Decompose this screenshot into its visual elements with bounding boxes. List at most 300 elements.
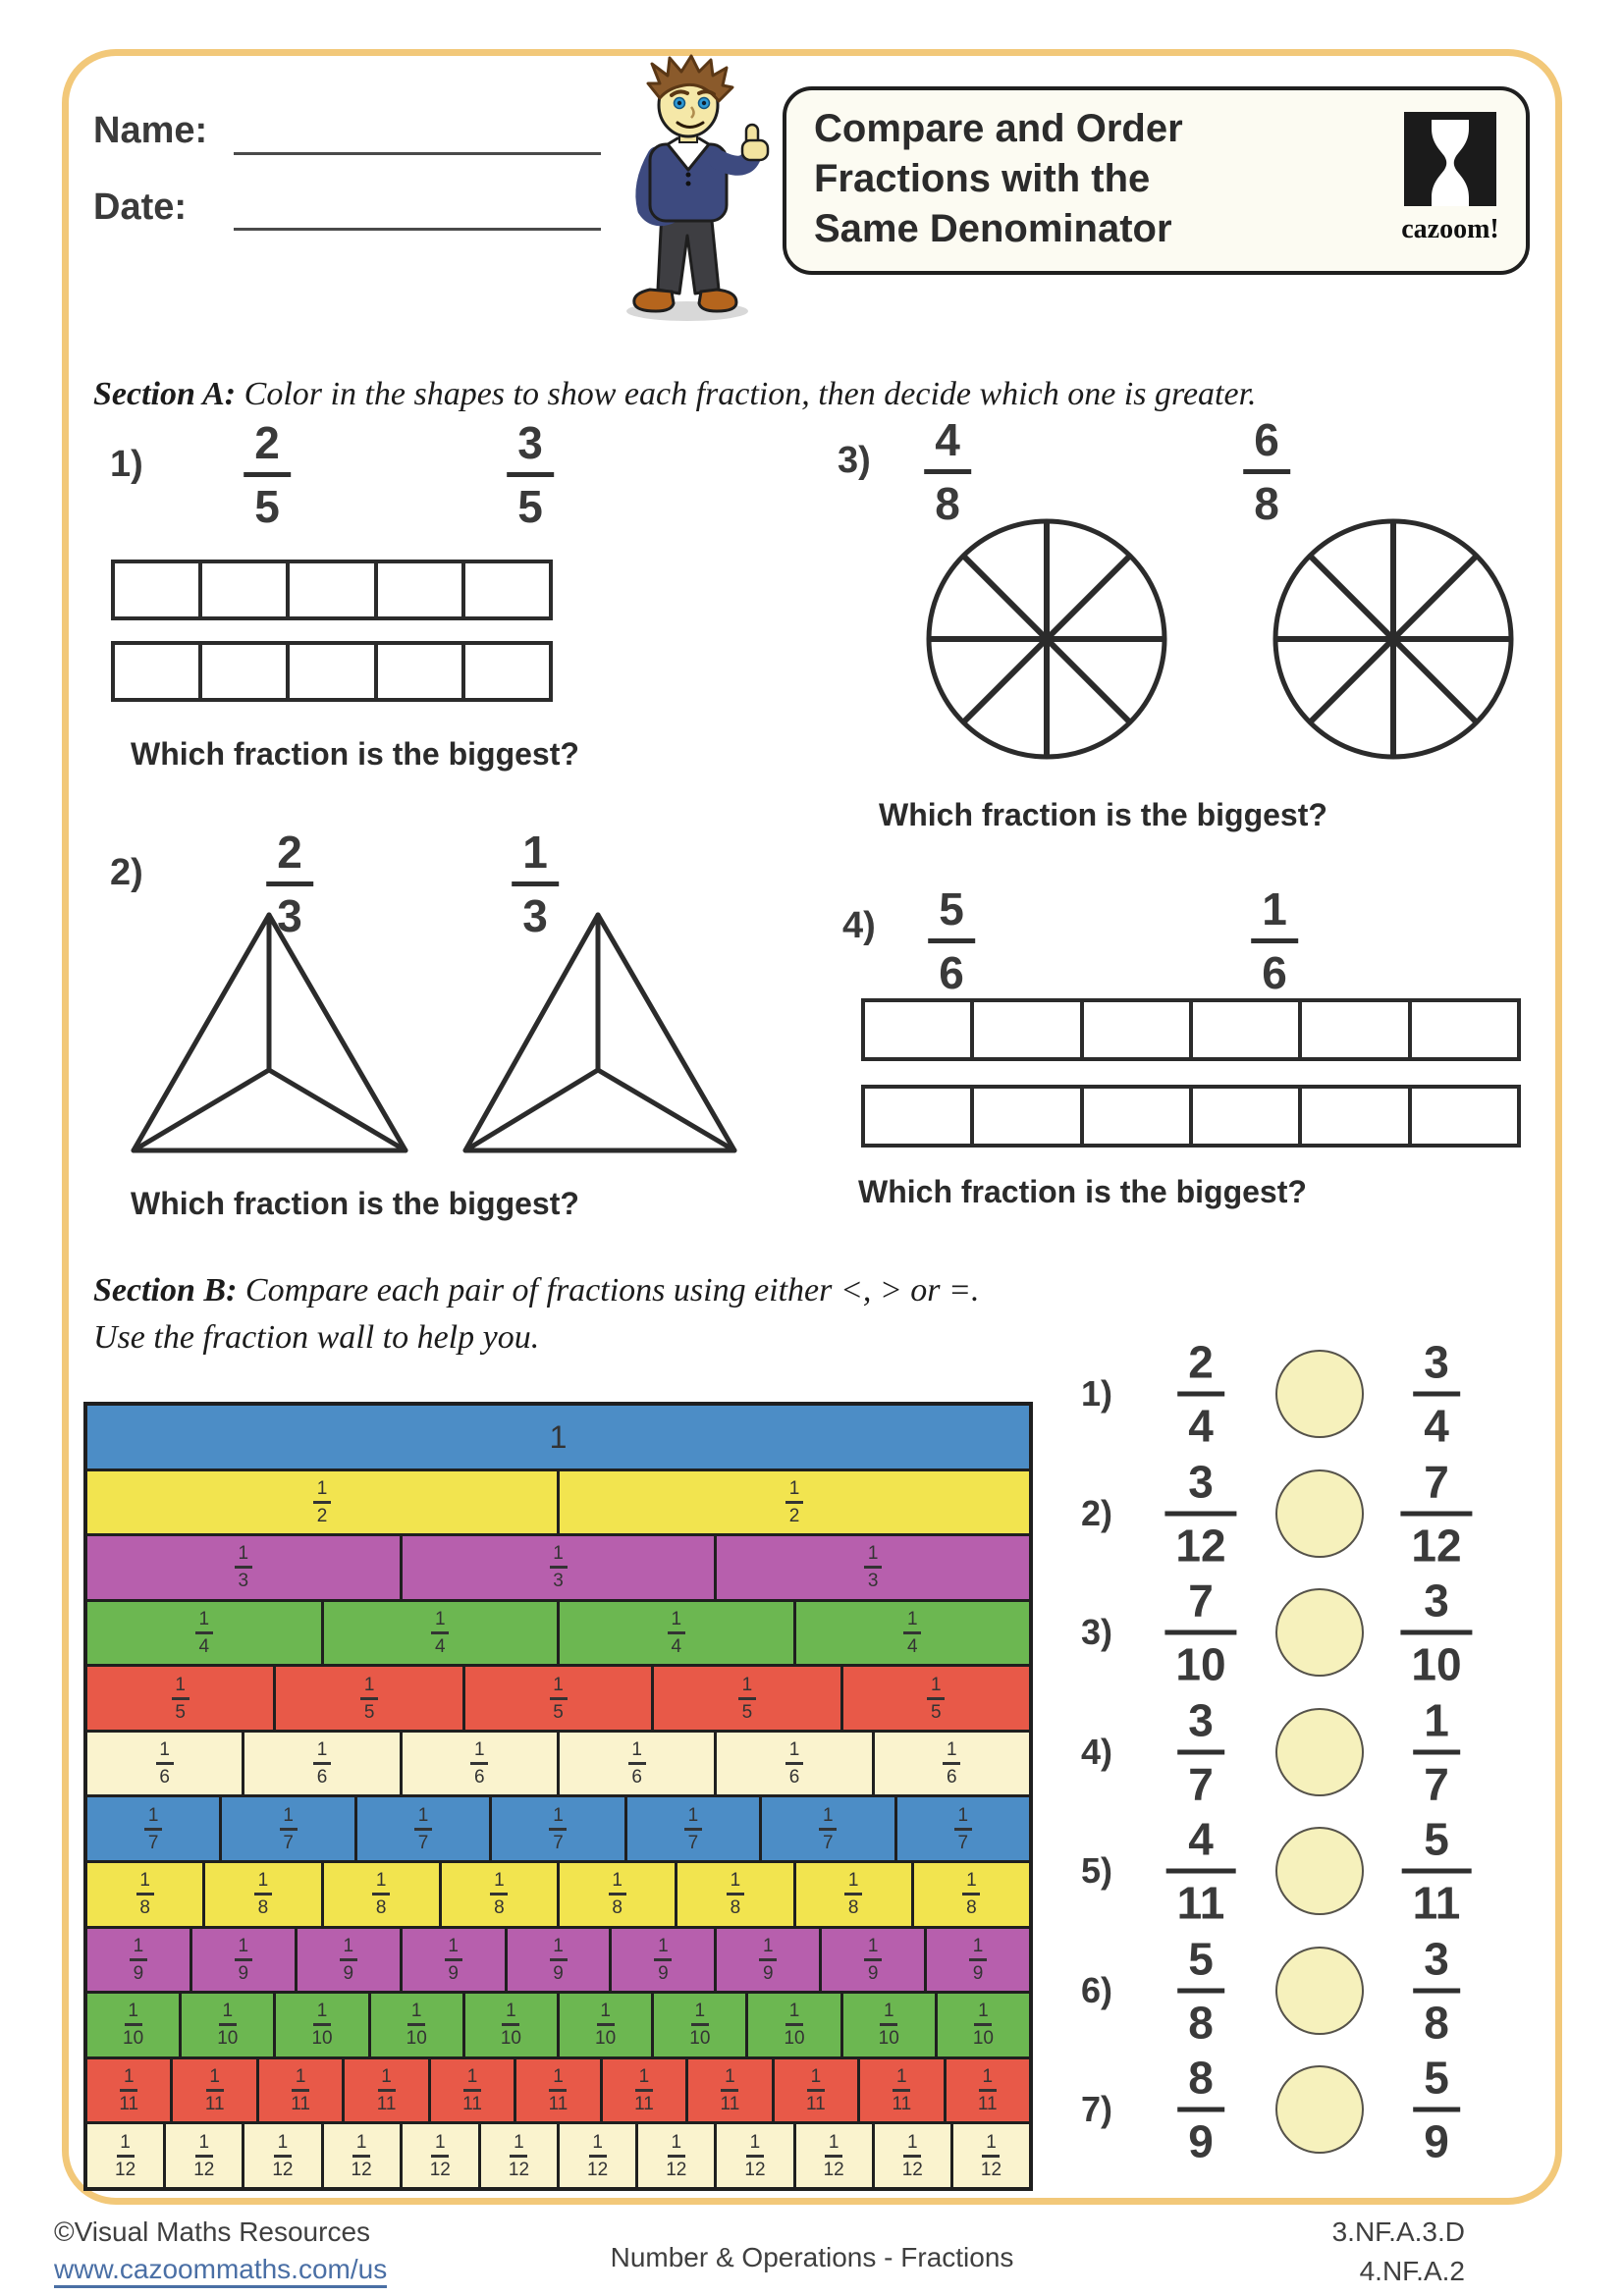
- wall-fraction-numerator: 1: [592, 2131, 603, 2153]
- wall-fraction-bar: [206, 2089, 224, 2092]
- wall-fraction-denominator: 12: [429, 2159, 451, 2180]
- wall-fraction-bar: [313, 1501, 331, 1504]
- wall-fraction-denominator: 8: [257, 1897, 269, 1919]
- wall-fraction-bar: [445, 1958, 462, 1961]
- bar-cell[interactable]: [115, 563, 198, 616]
- wall-fraction-bar: [864, 1958, 882, 1961]
- wall-fraction-bar: [313, 1762, 331, 1765]
- wall-cell-1-11: [857, 2059, 943, 2122]
- wall-fraction-numerator: 1: [238, 1543, 249, 1565]
- wall-fraction-bar: [954, 1828, 972, 1831]
- wall-cell-1-8: [321, 1863, 439, 1926]
- wall-fraction-numerator: 1: [978, 2001, 989, 2022]
- wall-fraction-numerator: 1: [658, 1935, 669, 1956]
- wall-fraction-bar: [195, 1631, 213, 1634]
- wall-cell-1-12: [321, 2124, 400, 2187]
- wall-row-1-7: [87, 1794, 1029, 1860]
- problem-a1-number: 1): [110, 444, 143, 485]
- wall-cell-1-9: [87, 1929, 189, 1992]
- section-a-instructions: Color in the shapes to show each fraction, then decide which one is greater.: [236, 376, 1257, 412]
- wall-fraction-denominator: 12: [823, 2159, 844, 2180]
- problem-a1-question: Which fraction is the biggest?: [131, 736, 579, 772]
- wall-fraction-denominator: 6: [788, 1767, 800, 1789]
- wall-fraction-bar: [490, 1893, 508, 1896]
- bar-cell[interactable]: [198, 645, 286, 698]
- wall-cell-1-7: [219, 1797, 353, 1860]
- wall-fraction-bar: [903, 2155, 921, 2158]
- wall-fraction-denominator: 9: [238, 1962, 249, 1984]
- wall-cell-1-3: [714, 1536, 1029, 1599]
- fraction: [1177, 1933, 1224, 2048]
- wall-cell-1-1: [87, 1406, 1029, 1468]
- wall-row-1-6: [87, 1730, 1029, 1795]
- wall-cell-1-12: [950, 2124, 1029, 2187]
- fraction: $\frac{1}{6}$: [1251, 886, 1298, 995]
- name-input-line[interactable]: [234, 152, 601, 155]
- wall-fraction-numerator: 1: [612, 1870, 623, 1892]
- wall-fraction-bar: [372, 1893, 390, 1896]
- footer-url-link[interactable]: www.cazoommaths.com/us: [54, 2254, 387, 2288]
- wall-fraction-numerator: 1: [957, 1804, 969, 1826]
- wall-fraction-numerator: 1: [671, 1609, 682, 1630]
- bar-cell[interactable]: [970, 1002, 1079, 1057]
- bar-cell[interactable]: [374, 645, 461, 698]
- answer-circle[interactable]: [1275, 1947, 1364, 2035]
- wall-fraction-denominator: 10: [784, 2028, 805, 2050]
- bar-cell[interactable]: [1298, 1089, 1407, 1144]
- wall-cell-1-6: [400, 1733, 557, 1795]
- fraction: [1413, 2052, 1460, 2167]
- wall-fraction-numerator: 1: [788, 2001, 800, 2022]
- wall-fraction-denominator: 10: [217, 2028, 239, 2050]
- wall-fraction-denominator: 11: [376, 2094, 397, 2115]
- wall-cell-1-11: [600, 2059, 685, 2122]
- bar-cell[interactable]: [115, 645, 198, 698]
- fraction-numerator: 1: [1424, 1694, 1449, 1745]
- wall-cell-1-8: [911, 1863, 1029, 1926]
- wall-fraction-bar: [903, 1631, 921, 1634]
- wall-fraction-bar: [550, 1697, 568, 1700]
- wall-fraction-denominator: 9: [448, 1962, 459, 1984]
- wall-fraction-denominator: 5: [175, 1701, 186, 1723]
- wall-fraction-denominator: 8: [847, 1897, 859, 1919]
- wall-fraction-denominator: 7: [957, 1832, 969, 1853]
- wall-cell-1-11: [428, 2059, 514, 2122]
- fraction-bar-a1-bottom[interactable]: [111, 641, 553, 702]
- wall-fraction-numerator: 1: [410, 2001, 422, 2022]
- wall-cell-1-9: [714, 1929, 819, 1992]
- problem-a4-question: Which fraction is the biggest?: [858, 1174, 1307, 1209]
- bar-cell[interactable]: [1408, 1002, 1517, 1057]
- wall-fraction-denominator: 3: [867, 1571, 879, 1592]
- wall-fraction-denominator: 12: [980, 2159, 1002, 2180]
- wall-fraction-bar: [589, 2155, 607, 2158]
- answer-circle[interactable]: [1275, 2065, 1364, 2154]
- wall-fraction-numerator: 1: [434, 1609, 446, 1630]
- wall-cell-1-9: [295, 1929, 400, 1992]
- wall-fraction-denominator: 9: [658, 1962, 669, 1984]
- wall-fraction-numerator: 1: [982, 2066, 994, 2088]
- problem-a2-triangles[interactable]: [113, 903, 761, 1168]
- wall-cell-1-7: [894, 1797, 1029, 1860]
- circle-8-slices-right[interactable]: [1275, 521, 1511, 757]
- wall-cell-1-3: [400, 1536, 715, 1599]
- wall-cell-1-12: [478, 2124, 557, 2187]
- wall-fraction-denominator: 11: [119, 2094, 139, 2115]
- wall-fraction-bar: [120, 2089, 137, 2092]
- wall-fraction-denominator: 9: [553, 1962, 564, 1984]
- wall-fraction-denominator: 10: [972, 2028, 994, 2050]
- fraction: [1164, 1456, 1236, 1571]
- wall-fraction-numerator: 1: [867, 1543, 879, 1565]
- mascot-illustration: [601, 54, 783, 324]
- fraction: [1177, 2052, 1224, 2167]
- wall-fraction-bar: [691, 2023, 709, 2026]
- wall-cell-1-5: [462, 1667, 651, 1730]
- section-a-heading: [93, 376, 1257, 413]
- wall-cell-1-10: [179, 1994, 273, 2056]
- fraction: [1402, 1813, 1472, 1929]
- wall-fraction-numerator: 1: [553, 2066, 564, 2088]
- wall-fraction-bar: [292, 2089, 309, 2092]
- wall-cell-1-5: [87, 1667, 273, 1730]
- wall-fraction-numerator: 1: [506, 2001, 516, 2022]
- wall-fraction-denominator: 4: [671, 1636, 682, 1658]
- wall-fraction-numerator: 1: [907, 2131, 918, 2153]
- wall-fraction-numerator: 1: [147, 1804, 159, 1826]
- fraction-numerator: 3: [1188, 1456, 1214, 1507]
- problem-number: 7): [1081, 2089, 1113, 2129]
- wall-fraction-denominator: 7: [147, 1832, 159, 1853]
- wall-cell-1-8: [439, 1863, 557, 1926]
- wall-fraction-denominator: 9: [972, 1962, 984, 1984]
- wall-cell-1-7: [354, 1797, 489, 1860]
- wall-row-1-2: [87, 1468, 1029, 1534]
- wall-fraction-denominator: 6: [316, 1767, 328, 1789]
- wall-cell-1-8: [557, 1863, 675, 1926]
- wall-fraction-bar: [684, 1828, 702, 1831]
- wall-fraction-numerator: 1: [466, 2066, 478, 2088]
- wall-cell-1-9: [924, 1929, 1029, 1992]
- title-line-3: Same Denominator: [814, 207, 1172, 250]
- wall-cell-1-8: [675, 1863, 792, 1926]
- wall-label: 1: [549, 1418, 568, 1455]
- wall-fraction-bar: [969, 1958, 987, 1961]
- wall-fraction-bar: [313, 2023, 331, 2026]
- wall-row-1-3: [87, 1533, 1029, 1599]
- footer-standard-1: 3.NF.A.3.D: [1331, 2216, 1465, 2247]
- wall-row-1-10: [87, 1991, 1029, 2056]
- fraction-bar-a4-bottom[interactable]: [861, 1085, 1521, 1148]
- wall-fraction-denominator: 11: [805, 2094, 826, 2115]
- fraction: $\frac{2}{5}$: [244, 420, 291, 529]
- wall-fraction-bar: [844, 1893, 862, 1896]
- wall-fraction-numerator: 1: [638, 2066, 650, 2088]
- compare-problem-1: [1075, 1337, 1537, 1451]
- wall-fraction-denominator: 6: [631, 1767, 642, 1789]
- wall-fraction-bar: [654, 1958, 672, 1961]
- fraction-denominator: 4: [1177, 1392, 1224, 1449]
- wall-cell-1-12: [635, 2124, 714, 2187]
- wall-fraction-bar: [463, 2089, 481, 2092]
- wall-fraction-bar: [550, 1958, 568, 1961]
- wall-cell-1-9: [819, 1929, 924, 1992]
- wall-fraction-denominator: 5: [553, 1701, 564, 1723]
- problem-a2-number: 2): [110, 852, 143, 893]
- wall-fraction-denominator: 2: [316, 1505, 328, 1526]
- fraction-denominator: 9: [1177, 2108, 1224, 2164]
- problem-number: 5): [1081, 1850, 1113, 1891]
- problem-number: 6): [1081, 1969, 1113, 2010]
- wall-fraction-numerator: 1: [931, 1674, 942, 1695]
- wall-fraction-bar: [982, 2155, 1000, 2158]
- wall-cell-1-3: [87, 1536, 400, 1599]
- bar-cell[interactable]: [970, 1089, 1079, 1144]
- wall-fraction-denominator: 2: [788, 1505, 800, 1526]
- wall-fraction-numerator: 1: [553, 1674, 564, 1695]
- date-label: Date:: [93, 187, 188, 228]
- wall-fraction-bar: [414, 1828, 432, 1831]
- bar-cell[interactable]: [865, 1089, 970, 1144]
- wall-fraction-bar: [117, 2155, 135, 2158]
- wall-row-1-1: [87, 1406, 1029, 1468]
- wall-fraction-bar: [962, 1893, 980, 1896]
- section-b-label: Section B:: [93, 1272, 238, 1308]
- compare-problem-7: [1075, 2053, 1537, 2166]
- wall-fraction-bar: [628, 1762, 646, 1765]
- bar-cell[interactable]: [198, 563, 286, 616]
- wall-cell-1-10: [935, 1994, 1029, 2056]
- wall-cell-1-9: [505, 1929, 610, 1992]
- problem-number: 2): [1081, 1492, 1113, 1533]
- footer-standard-2: 4.NF.A.2: [1359, 2256, 1465, 2286]
- wall-fraction-bar: [125, 2023, 142, 2026]
- compare-problem-5: [1075, 1814, 1537, 1928]
- wall-fraction-denominator: 10: [878, 2028, 899, 2050]
- wall-fraction-bar: [254, 1893, 272, 1896]
- fraction: $\frac{5}{6}$: [928, 886, 975, 995]
- wall-fraction-numerator: 1: [972, 1935, 984, 1956]
- fraction: $\frac{4}{8}$: [924, 417, 971, 526]
- wall-fraction-bar: [943, 1762, 960, 1765]
- wall-fraction-denominator: 8: [494, 1897, 505, 1919]
- wall-fraction-denominator: 11: [291, 2094, 310, 2115]
- fraction-bar-a1-top[interactable]: [111, 560, 553, 620]
- wall-row-1-12: [87, 2121, 1029, 2187]
- wall-fraction-bar: [378, 2089, 396, 2092]
- fraction: $\frac{6}{8}$: [1243, 417, 1290, 526]
- wall-fraction-numerator: 1: [600, 2001, 611, 2022]
- circle-8-slices-left[interactable]: [929, 521, 1164, 757]
- bar-cell[interactable]: [461, 645, 549, 698]
- bar-cell[interactable]: [1298, 1002, 1407, 1057]
- fraction-bar-a4-top[interactable]: [861, 998, 1521, 1061]
- wall-fraction-denominator: 5: [363, 1701, 375, 1723]
- wall-fraction-bar: [340, 1958, 357, 1961]
- compare-problem-2: [1075, 1457, 1537, 1571]
- wall-fraction-denominator: 12: [272, 2159, 294, 2180]
- wall-fraction-denominator: 5: [741, 1701, 753, 1723]
- wall-cell-1-12: [557, 2124, 635, 2187]
- wall-fraction-bar: [136, 1893, 154, 1896]
- bar-cell[interactable]: [1080, 1002, 1189, 1057]
- wall-fraction-denominator: 12: [587, 2159, 609, 2180]
- wall-fraction-numerator: 1: [694, 2001, 706, 2022]
- wall-fraction-denominator: 7: [553, 1832, 564, 1853]
- wall-fraction-bar: [156, 1762, 174, 1765]
- fraction-denominator: 12: [1400, 1511, 1472, 1568]
- wall-fraction-denominator: 11: [548, 2094, 568, 2115]
- wall-fraction-denominator: 10: [689, 2028, 711, 2050]
- wall-fraction-bar: [510, 2155, 527, 2158]
- bar-cell[interactable]: [286, 563, 373, 616]
- fraction: $\frac{3}{5}$: [507, 420, 554, 529]
- wall-cell-1-8: [793, 1863, 911, 1926]
- bar-cell[interactable]: [286, 645, 373, 698]
- wall-fraction-bar: [759, 1958, 777, 1961]
- date-input-line[interactable]: [234, 228, 601, 231]
- wall-fraction-bar: [668, 2155, 685, 2158]
- wall-fraction-denominator: 12: [744, 2159, 766, 2180]
- wall-fraction-bar: [597, 2023, 615, 2026]
- wall-fraction-denominator: 4: [906, 1636, 918, 1658]
- wall-cell-1-2: [557, 1471, 1029, 1534]
- answer-circle[interactable]: [1275, 1827, 1364, 1915]
- wall-fraction-numerator: 1: [741, 1674, 753, 1695]
- wall-row-1-4: [87, 1599, 1029, 1665]
- wall-cell-1-12: [163, 2124, 242, 2187]
- name-label: Name:: [93, 110, 208, 151]
- wall-fraction-bar: [130, 1958, 147, 1961]
- triangle-3-parts-right[interactable]: [465, 915, 734, 1150]
- wall-fraction-numerator: 1: [828, 2131, 839, 2153]
- wall-fraction-bar: [738, 1697, 756, 1700]
- bar-cell[interactable]: [461, 563, 549, 616]
- wall-cell-1-6: [714, 1733, 871, 1795]
- cazoom-logo-icon: [1396, 112, 1504, 207]
- wall-fraction-bar: [235, 1566, 252, 1569]
- wall-cell-1-11: [170, 2059, 255, 2122]
- wall-fraction-denominator: 7: [283, 1832, 294, 1853]
- wall-fraction-numerator: 1: [631, 1739, 642, 1761]
- wall-cell-1-10: [557, 1994, 651, 2056]
- fraction: [1413, 1694, 1460, 1809]
- wall-cell-1-2: [87, 1471, 557, 1534]
- wall-cell-1-5: [840, 1667, 1029, 1730]
- wall-fraction-numerator: 1: [159, 1739, 170, 1761]
- bar-cell[interactable]: [1189, 1002, 1298, 1057]
- wall-fraction-numerator: 1: [553, 1543, 564, 1565]
- wall-fraction-bar: [502, 2023, 519, 2026]
- fraction-denominator: 9: [1413, 2108, 1460, 2164]
- cazoom-logo-text: cazoom!: [1401, 214, 1499, 244]
- wall-fraction-numerator: 1: [238, 1935, 249, 1956]
- wall-row-1-8: [87, 1860, 1029, 1926]
- fraction-numerator: 7: [1424, 1456, 1449, 1507]
- wall-fraction-numerator: 1: [123, 2066, 135, 2088]
- wall-fraction-denominator: 3: [238, 1571, 249, 1592]
- wall-fraction-denominator: 7: [687, 1832, 699, 1853]
- wall-fraction-bar: [550, 1566, 568, 1569]
- wall-fraction-bar: [746, 2155, 764, 2158]
- wall-fraction-denominator: 9: [133, 1962, 144, 1984]
- wall-fraction-numerator: 1: [316, 1739, 328, 1761]
- wall-cell-1-10: [651, 1994, 745, 2056]
- wall-fraction-denominator: 12: [901, 2159, 923, 2180]
- wall-cell-1-12: [242, 2124, 320, 2187]
- wall-fraction-bar: [721, 2089, 738, 2092]
- fraction: $\frac{1}{3}$: [512, 829, 559, 938]
- answer-circle[interactable]: [1275, 1469, 1364, 1558]
- wall-row-1-9: [87, 1926, 1029, 1992]
- wall-cell-1-11: [944, 2059, 1029, 2122]
- wall-cell-1-9: [189, 1929, 295, 1992]
- wall-fraction-numerator: 1: [277, 2131, 289, 2153]
- cazoom-logo: [1396, 112, 1504, 245]
- wall-fraction-bar: [807, 2089, 825, 2092]
- wall-fraction-denominator: 6: [159, 1767, 170, 1789]
- bar-cell[interactable]: [865, 1002, 970, 1057]
- wall-cell-1-11: [342, 2059, 427, 2122]
- triangle-3-parts-left[interactable]: [134, 915, 406, 1150]
- wall-cell-1-7: [624, 1797, 759, 1860]
- wall-fraction-bar: [352, 2155, 370, 2158]
- fraction-numerator: 4: [1188, 1813, 1214, 1865]
- answer-circle[interactable]: [1275, 1708, 1364, 1796]
- wall-cell-1-10: [840, 1994, 935, 2056]
- wall-fraction-numerator: 1: [788, 1739, 800, 1761]
- bar-cell[interactable]: [374, 563, 461, 616]
- wall-fraction-denominator: 11: [977, 2094, 998, 2115]
- bar-cell[interactable]: [1080, 1089, 1189, 1144]
- fraction-denominator: 11: [1402, 1869, 1472, 1926]
- problem-a3-circles[interactable]: [903, 510, 1532, 771]
- fraction-denominator: 7: [1177, 1749, 1224, 1806]
- wall-fraction-numerator: 1: [417, 1804, 429, 1826]
- answer-circle[interactable]: [1275, 1350, 1364, 1438]
- wall-cell-1-11: [87, 2059, 170, 2122]
- wall-cell-1-11: [256, 2059, 342, 2122]
- wall-cell-1-8: [87, 1863, 202, 1926]
- wall-fraction-numerator: 1: [198, 1609, 210, 1630]
- wall-fraction-denominator: 8: [139, 1897, 150, 1919]
- bar-cell[interactable]: [1189, 1089, 1298, 1144]
- title-line-1: Compare and Order: [814, 107, 1183, 150]
- wall-cell-1-7: [759, 1797, 893, 1860]
- wall-cell-1-6: [557, 1733, 714, 1795]
- wall-cell-1-12: [872, 2124, 950, 2187]
- wall-fraction-bar: [235, 1958, 252, 1961]
- fraction: [1166, 1813, 1236, 1929]
- wall-fraction-denominator: 12: [193, 2159, 215, 2180]
- wall-cell-1-9: [609, 1929, 714, 1992]
- wall-cell-1-12: [714, 2124, 792, 2187]
- answer-circle[interactable]: [1275, 1588, 1364, 1677]
- wall-cell-1-10: [273, 1994, 367, 2056]
- wall-cell-1-5: [273, 1667, 461, 1730]
- fraction-denominator: 10: [1400, 1630, 1472, 1687]
- bar-cell[interactable]: [1408, 1089, 1517, 1144]
- wall-fraction-numerator: 1: [363, 1674, 375, 1695]
- wall-cell-1-12: [400, 2124, 478, 2187]
- title-line-2: Fractions with the: [814, 157, 1151, 200]
- section-b-heading-line2: Use the fraction wall to help you.: [93, 1319, 540, 1356]
- wall-fraction-numerator: 1: [966, 1870, 977, 1892]
- wall-fraction-numerator: 1: [725, 2066, 735, 2088]
- wall-fraction-denominator: 9: [763, 1962, 774, 1984]
- wall-fraction-bar: [864, 1566, 882, 1569]
- problem-number: 1): [1081, 1373, 1113, 1414]
